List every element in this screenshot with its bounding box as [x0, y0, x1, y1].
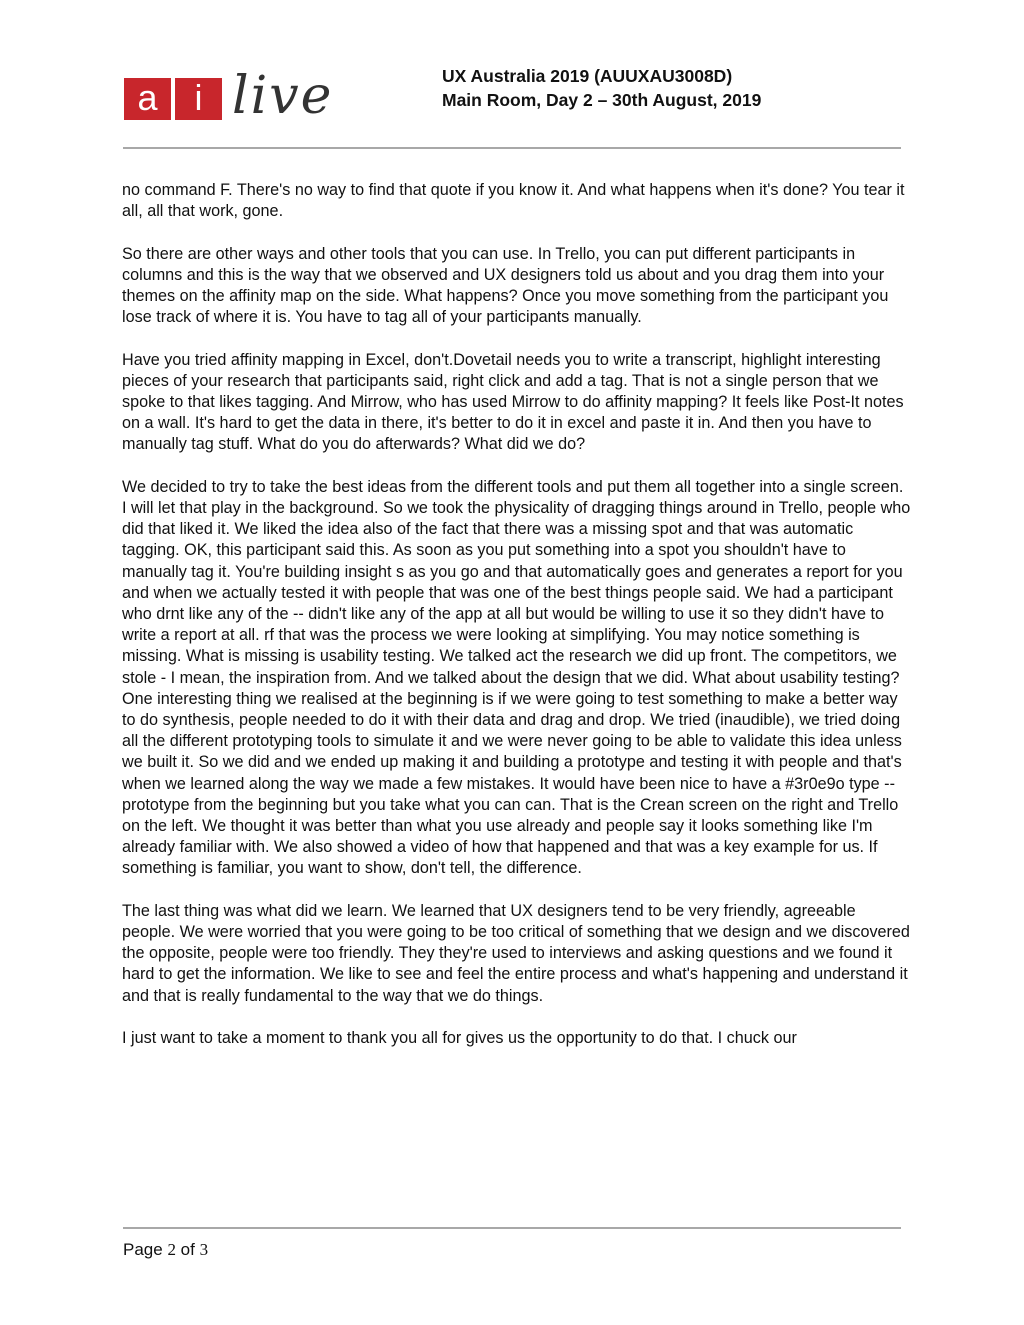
logo-letter-i: i — [175, 78, 222, 120]
paragraph: We decided to try to take the best ideas from the different tools and put them all together into a single screen. I will let that play in the background. So we took the physicality of dragging things around in Trello, people who did that liked it. We liked the idea also of the fact that there was a missing spot and that was automatic tagging. OK, this participant said this. As soon as you put something into a spot you shouldn't have to manually tag it. You're building insight s as you go and that automatically goes and generates a report for you and when we actually tested it with people that was one of the best things people said. We had a participant who drnt like any of the -- didn't like any of the app at all but would be willing to use it so they didn't have to write a report at all. rf that was the process we were looking at simplifying. You may notice something is missing. What is missing is usability testing. We talked act the research we did up front. The competitors, we stole - I mean, the inspiration from. And we talked about the design that we did. What about usability testing? One interesting thing we realised at the beginning is if we were going to test something to make a better way to do synthesis, people needed to do it with their data and drag and drop. We tried (inaudible), we tried doing all the different prototyping tools to simulate it and we were never going to be able to validate this idea unless we built it. So we did and we ended up making it and building a prototype and testing it with people and that's when we learned along the way we made a few mistakes. It would have been nice to have a #3r0e9o type -- prototype from the beginning but you take what you can can. That is the Crean screen on the right and Trello on the left. We thought it was better than what you use already and people say it looks something like I'm already familiar with. We also showed a video of how that happened and that was a key example for us. If something is familiar, you want to show, don't tell, the difference. — [122, 477, 911, 878]
header-divider — [123, 147, 901, 149]
title-line-1: UX Australia 2019 (AUUXAU3008D) — [442, 66, 733, 86]
paragraph: The last thing was what did we learn. We learned that UX designers tend to be very friendly, agreeable people. We were worried that you were going to be too critical of something that we design and we discovered the opposite, people were too friendly. They they're used to interviews and asking questions and we found it hard to get the information. We like to see and feel the entire process and what's happening and understand it and that is really fundamental to the way that we do things. — [122, 901, 910, 1005]
current-page-number: 2 — [167, 1240, 176, 1259]
document-title — [442, 64, 761, 112]
paragraph: So there are other ways and other tools that you can use. In Trello, you can put different participants in columns and this is the way that we observed and UX designers told us about and you drag them into your themes on the affinity map on the side. What happens? Once you move something from the participant you lose track of where it is. You have to tag all of your participants manually. — [122, 244, 889, 327]
of-label: of — [180, 1240, 195, 1259]
transcript-body — [122, 180, 912, 1049]
logo-letter-a: a — [124, 78, 171, 120]
logo-word-live: live — [232, 66, 334, 126]
page-header — [0, 0, 1024, 160]
paragraph: I just want to take a moment to thank you all for gives us the opportunity to do that. I chuck our — [122, 1029, 797, 1048]
paragraph: Have you tried affinity mapping in Excel, don't.Dovetail needs you to write a transcript, highlight interesting pieces of your research that participants said, right click and add a tag. That is not a single person that we spoke to that likes tagging. And Mirrow, who has used Mirrow to do affinity mapping? It feels like Post-It notes on a wall. It's hard to get the data in there, it's better to do it in excel and paste it in. And then you have to manually tag stuff. What do you do afterwards? What did we do? — [122, 350, 904, 454]
footer-divider — [123, 1227, 901, 1229]
page-label: Page — [123, 1240, 163, 1259]
page-footer — [123, 1240, 208, 1260]
paragraph: no command F. There's no way to find that quote if you know it. And what happens when it's done? You tear it all, all that work, gone. — [122, 181, 905, 221]
title-line-2: Main Room, Day 2 – 30th August, 2019 — [442, 90, 762, 110]
total-pages-number: 3 — [199, 1240, 209, 1259]
